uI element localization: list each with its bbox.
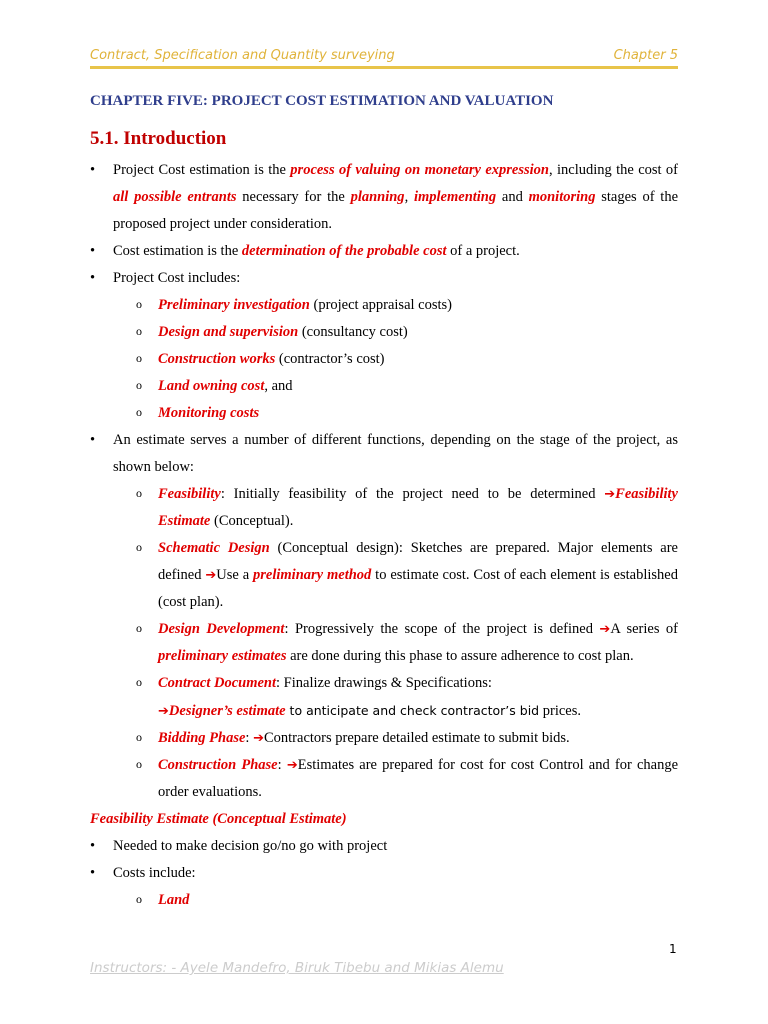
header-course-title: Contract, Specification and Quantity surveying [90,48,395,63]
section-title: 5.1. Introduction [90,128,227,149]
page-header [90,46,678,69]
feasibility-bullet-list [90,833,678,914]
sublist-item: o Construction Phase: ➔Estimates are prepared for cost for cost Control and for change order evaluations. [113,752,678,806]
document-body [90,157,678,914]
list-item: • Project Cost includes: o Preliminary investigation (project appraisal costs) o Design and supervision (consultancy cost) o Construction works (contractor’s cost) o Land owning cost, and o Monitoring costs [90,265,678,427]
right-arrow-icon: ➔ [158,704,169,719]
right-arrow-icon: ➔ [599,622,611,637]
project-cost-sublist [113,292,678,427]
right-arrow-icon: ➔ [253,731,264,746]
right-arrow-icon: ➔ [286,758,298,773]
right-arrow-icon: ➔ [604,487,616,502]
sublist-item: o Construction works (contractor’s cost) [113,346,678,373]
list-item: • Needed to make decision go/no go with project [90,833,678,860]
list-item: • An estimate serves a number of different functions, depending on the stage of the project, as shown below: o Feasibility: Initially feasibility of the project need to be determined ➔Feasibility Estimate (Conceptual). o Schematic Design (Conceptual design): Sketches are prepared. Major elements are defined ➔Use a preliminary method to estimate cost. Cost of each element is established (cost plan). o Design Development: Progressively the scope of the project is defined ➔A series of preliminary estimates are done during this phase to assure adherence to cost plan. o Contract Document: Finalize drawings & Specifications: ➔Designer’s estimate to anticipate and check contractor’s bid prices. o Bidding Phase: ➔Contractors prepare detailed estimate to submit bids. o Construction Phase: ➔Estimates are prepared for cost for cost Control and for change order evaluations. [90,427,678,806]
page-number: 1 [669,942,677,956]
sublist-item: o Land [113,887,678,914]
sublist-item: o Design Development: Progressively the scope of the project is defined ➔A series of preliminary estimates are done during this phase to assure adherence to cost plan. [113,616,678,670]
sublist-item: o Bidding Phase: ➔Contractors prepare detailed estimate to submit bids. [113,725,678,752]
right-arrow-icon: ➔ [205,568,217,583]
main-bullet-list [90,157,678,806]
sublist-item: o Contract Document: Finalize drawings & Specifications: ➔Designer’s estimate to anticipate and check contractor’s bid prices. [113,670,678,725]
sublist-item: o Schematic Design (Conceptual design): Sketches are prepared. Major elements are defined ➔Use a preliminary method to estimate cost. Cost of each element is established (cost plan). [113,535,678,616]
list-item: • Costs include: o Land [90,860,678,914]
header-chapter-label: Chapter 5 [613,48,678,63]
sublist-item: o Design and supervision (consultancy cost) [113,319,678,346]
sublist-item: o Feasibility: Initially feasibility of the project need to be determined ➔Feasibility Estimate (Conceptual). [113,481,678,535]
costs-include-sublist [113,887,678,914]
list-item: • Project Cost estimation is the process of valuing on monetary expression, including the cost of all possible entrants necessary for the planning, implementing and monitoring stages of the proposed project under consideration. [90,157,678,238]
list-item: • Cost estimation is the determination of the probable cost of a project. [90,238,678,265]
sublist-item: o Preliminary investigation (project appraisal costs) [113,292,678,319]
subheading-feasibility-estimate: Feasibility Estimate (Conceptual Estimate) [90,811,347,827]
estimate-stages-sublist [113,481,678,806]
footer-instructors: Instructors: - Ayele Mandefro, Biruk Tibebu and Mikias Alemu [90,960,504,976]
sublist-item: o Land owning cost, and [113,373,678,400]
sublist-item: o Monitoring costs [113,400,678,427]
chapter-title: CHAPTER FIVE: PROJECT COST ESTIMATION AND VALUATION [90,93,554,109]
